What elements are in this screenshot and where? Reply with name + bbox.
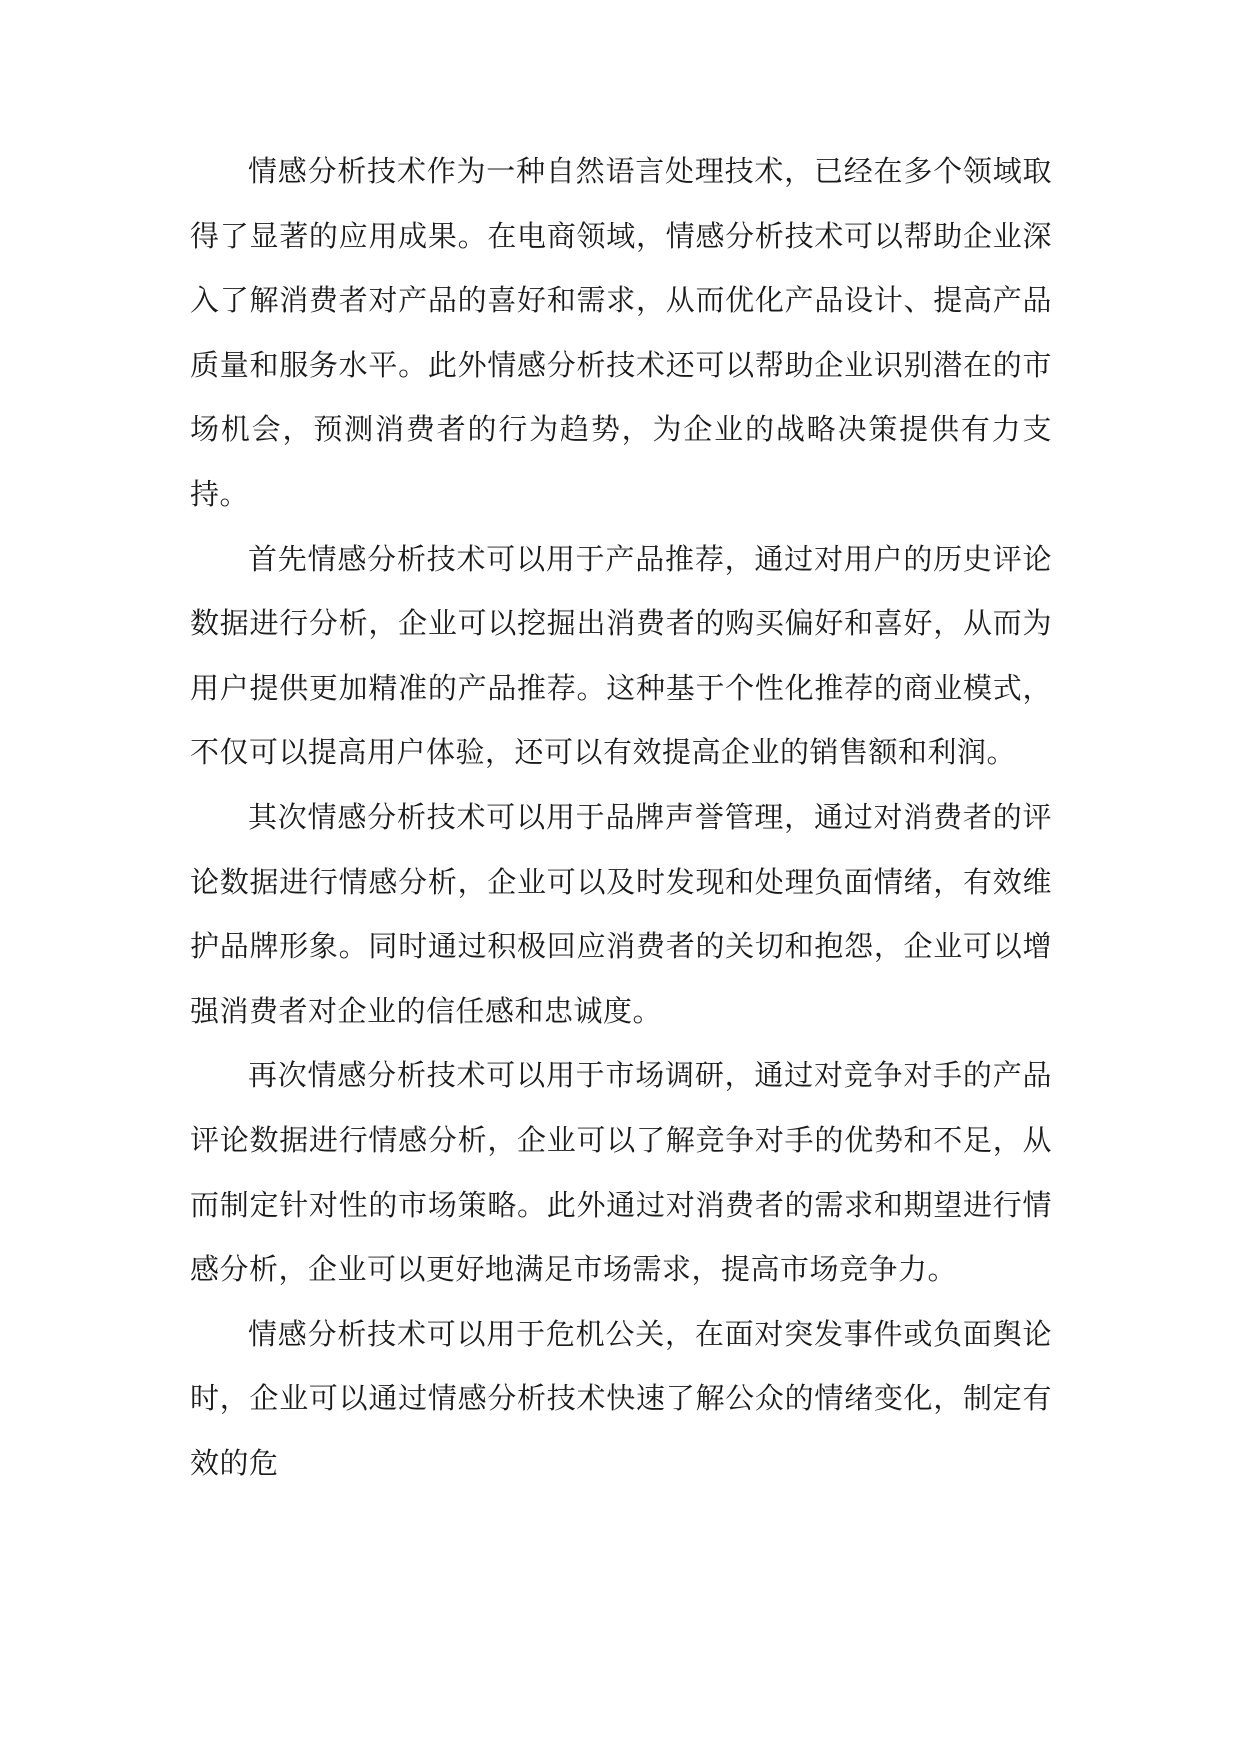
- paragraph-market-research: 再次情感分析技术可以用于市场调研，通过对竞争对手的产品评论数据进行情感分析，企业可以了解竞争对手的优势和不足，从而制定针对性的市场策略。此外通过对消费者的需求和期望进行情感分析，企业可以更好地满足市场需求，提高市场竞争力。: [190, 1058, 1052, 1287]
- paragraph-product-recommendation: 首先情感分析技术可以用于产品推荐，通过对用户的历史评论数据进行分析，企业可以挖掘出消费者的购买偏好和喜好，从而为用户提供更加精准的产品推荐。这种基于个性化推荐的商业模式，不仅可以提高用户体验，还可以有效提高企业的销售额和利润。: [190, 541, 1052, 770]
- paragraph-crisis-pr: 情感分析技术可以用于危机公关，在面对突发事件或负面舆论时，企业可以通过情感分析技术快速了解公众的情绪变化，制定有效的危: [190, 1316, 1052, 1480]
- document-body: [190, 139, 1052, 1495]
- paragraph-brand-reputation: 其次情感分析技术可以用于品牌声誉管理，通过对消费者的评论数据进行情感分析，企业可以及时发现和处理负面情绪，有效维护品牌形象。同时通过积极回应消费者的关切和抱怨，企业可以增强消费者对企业的信任感和忠诚度。: [190, 799, 1052, 1028]
- paragraph-intro: 情感分析技术作为一种自然语言处理技术，已经在多个领域取得了显著的应用成果。在电商领域，情感分析技术可以帮助企业深入了解消费者对产品的喜好和需求，从而优化产品设计、提高产品质量和服务水平。此外情感分析技术还可以帮助企业识别潜在的市场机会，预测消费者的行为趋势，为企业的战略决策提供有力支持。: [190, 154, 1052, 511]
